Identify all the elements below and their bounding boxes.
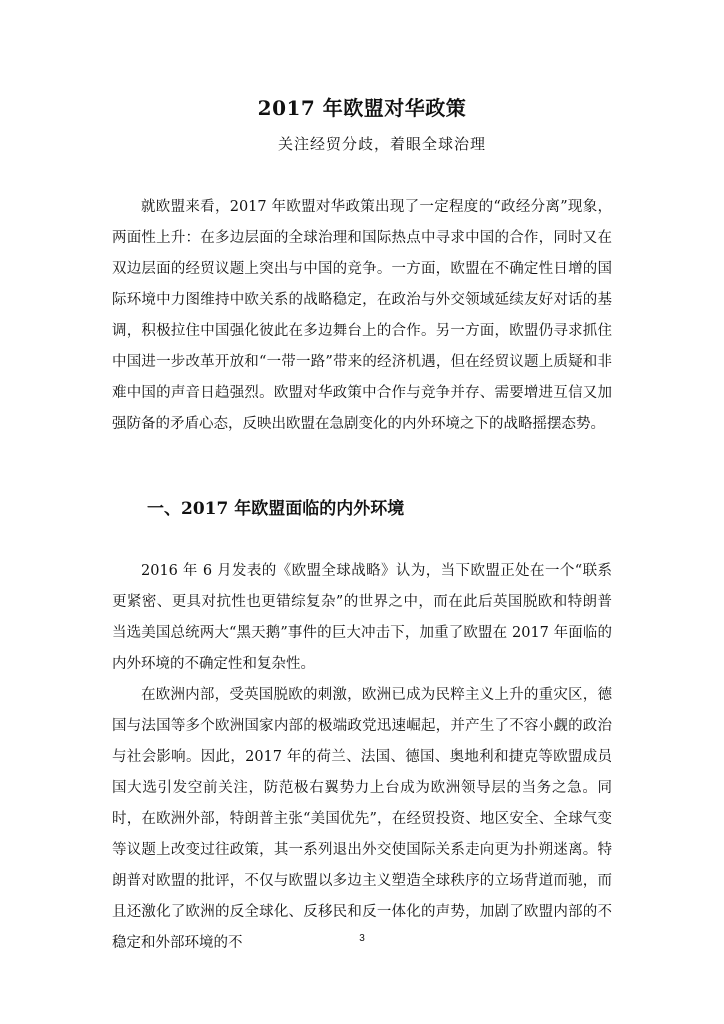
document-title: 2017 年欧盟对华政策 [257,96,467,120]
body-paragraph: 在欧洲内部，受英国脱欧的刺激，欧洲已成为民粹主义上升的重灾区，德国与法国等多个欧洲国家内部的极端政党迅速崛起，并产生了不容小觑的政治与社会影响。因此，2017 年的荷兰、法国、德国、奥地利和捷克等欧盟成员国大选引发空前关注，防范极右翼势力上台成为欧洲领导层的当务之急。同时，在欧洲外部，特朗普主张“美国优先”，在经贸投资、地区安全、全球气变等议题上改变过往政策，其一系列退出外交使国际关系走向更为扑朔迷离。特朗普对欧盟的批评，不仅与欧盟以多边主义塑造全球秩序的立场背道而驰，而且还激化了欧洲的反全球化、反移民和反一体化的声势，加剧了欧盟内部的不稳定和外部环境的不 [112,687,612,951]
document-subtitle: 关注经贸分歧，着眼全球治理 [277,135,486,153]
section-heading: 一、2017 年欧盟面临的内外环境 [147,499,405,519]
intro-paragraph: 就欧盟来看，2017 年欧盟对华政策出现了一定程度的“政经分离”现象，两面性上升：在多边层面的全球治理和国际热点中寻求中国的合作，同时又在双边层面的经贸议题上突出与中国的竞争。一方面，欧盟在不确定性日增的国际环境中力图维持中欧关系的战略稳定，在政治与外交领域延续友好对话的基调，积极拉住中国强化彼此在多边舞台上的合作。另一方面，欧盟仍寻求抓住中国进一步改革开放和“一带一路”带来的经济机遇，但在经贸议题上质疑和非难中国的声音日趋强烈。欧盟对华政策中合作与竞争并存、需要增进互信又加强防备的矛盾心态，反映出欧盟在急剧变化的内外环境之下的战略摇摆态势。 [112,199,612,432]
intro-section [112,192,612,440]
body-paragraph: 2016 年 6 月发表的《欧盟全球战略》认为，当下欧盟正处在一个“联系更紧密、更具对抗性也更错综复杂”的世界之中，而在此后英国脱欧和特朗普当选美国总统两大“黑天鹅”事件的巨大冲击下，加重了欧盟在 2017 年面临的内外环境的不确定性和复杂性。 [112,563,612,672]
section-body [112,556,612,959]
page-number: 3 [359,933,365,944]
